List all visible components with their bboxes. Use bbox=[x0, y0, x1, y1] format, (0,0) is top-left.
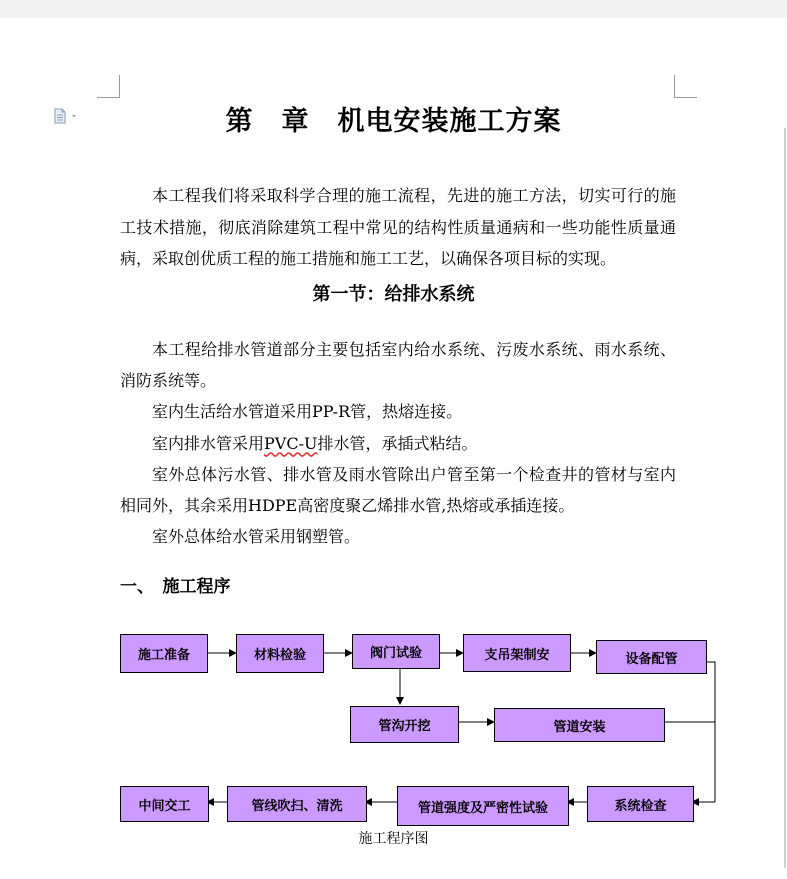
spellcheck-marked-text: PVC-U bbox=[264, 433, 318, 453]
paragraph-outdoor-supply: 室外总体给水管采用钢塑管。 bbox=[152, 527, 361, 547]
paragraph-drain-pipe-part1: 室内排水管采用 bbox=[152, 433, 265, 453]
step-construction-prep: 施工准备 bbox=[120, 634, 208, 673]
paragraph-drain-pipe-part2: 排水管，承插式粘结。 bbox=[317, 433, 478, 453]
step-material-inspection: 材料检验 bbox=[236, 634, 324, 673]
paragraph-drain-pipe bbox=[120, 428, 676, 459]
step-trench-excavation: 管沟开挖 bbox=[350, 706, 459, 743]
figure-caption: 施工程序图 bbox=[358, 831, 429, 847]
step-system-check: 系统检查 bbox=[587, 786, 694, 822]
step-equipment-piping: 设备配管 bbox=[596, 640, 707, 674]
step-hanger-install: 支吊架制安 bbox=[463, 634, 571, 672]
step-interim-handover: 中间交工 bbox=[120, 786, 209, 822]
step-flush-clean: 管线吹扫、清洗 bbox=[227, 786, 367, 822]
step-valve-test: 阀门试验 bbox=[352, 634, 440, 669]
paragraph-systems: 本工程给排水管道部分主要包括室内给水系统、污废水系统、雨水系统、消防系统等。 bbox=[120, 340, 676, 391]
paragraph-supply-pipe: 室内生活给水管道采用PP-R管，热熔连接。 bbox=[152, 402, 463, 422]
paragraph-outdoor-sewer: 室外总体污水管、排水管及雨水管除出户管至第一个检查井的管材与室内相同外，其余采用HDPE高密度聚乙烯排水管,热熔或承插连接。 bbox=[120, 464, 676, 516]
margin-corner-top-left bbox=[97, 75, 120, 98]
chapter-title: 第 章 机电安装施工方案 bbox=[225, 106, 562, 137]
right-margin-marker bbox=[784, 128, 786, 868]
section-body bbox=[120, 334, 676, 552]
section-title: 第一节：给排水系统 bbox=[312, 284, 475, 305]
heading-construction-procedure: 一、 施工程序 bbox=[120, 577, 231, 597]
step-pipe-installation: 管道安装 bbox=[494, 708, 665, 742]
margin-corner-top-right bbox=[674, 75, 697, 98]
intro-paragraph: 本工程我们将采取科学合理的施工流程，先进的施工方法，切实可行的施工技术措施，彻底消除建筑工程中常见的结构性质量通病和一些功能性质量通病，采取创优质工程的施工措施和施工工艺，以确保各项目标的实现。 bbox=[120, 186, 676, 268]
step-pressure-test: 管道强度及严密性试验 bbox=[397, 786, 569, 826]
